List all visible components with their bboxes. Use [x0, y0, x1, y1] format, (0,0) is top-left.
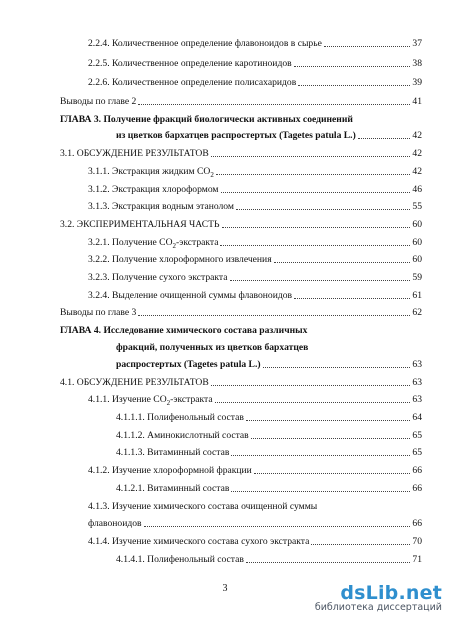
leader-dots [311, 544, 410, 545]
leader-dots [324, 46, 411, 47]
toc-entry[interactable] [116, 447, 422, 459]
leader-dots [246, 562, 411, 563]
toc-entry-text: 4.1.1.3. Витаминный состав [116, 447, 230, 458]
toc-entry-page: 66 [412, 483, 422, 494]
leader-dots [251, 438, 411, 439]
toc-entry-text: 4.1.1.2. Аминокислотный состав [116, 430, 249, 441]
toc-entry-text: 3.1.2. Экстракция хлороформом [88, 184, 219, 195]
toc-entry[interactable] [60, 148, 422, 160]
toc-entry-page: 65 [412, 447, 422, 458]
toc-entry[interactable] [116, 130, 422, 142]
watermark-tagline: библиотека диссертаций [314, 602, 442, 613]
toc-entry-page: 63 [412, 359, 422, 370]
toc-entry-page: 71 [412, 554, 422, 565]
leader-dots [274, 262, 411, 263]
toc-entry-text: 3.1.1. Экстракция жидким $CO_2$ [88, 166, 214, 179]
toc-entry-page: 65 [412, 430, 422, 441]
chapter-heading: фракций, полученных из цветков бархатцев [116, 342, 309, 353]
toc-entry[interactable] [88, 201, 422, 213]
toc-entry-text: из цветков бархатцев распростертых (Tagetes patula L.) [116, 130, 356, 141]
toc-entry-page: 60 [412, 254, 422, 265]
toc-entry[interactable] [88, 237, 422, 249]
toc-entry-page: 42 [412, 130, 422, 141]
toc-entry-page: 39 [412, 77, 422, 88]
leader-dots [246, 420, 411, 421]
toc-entry-page: 66 [412, 518, 422, 529]
watermark-logo: dsLib.net [340, 582, 442, 604]
chapter-heading: ГЛАВА 4. Исследование химического состава различных [60, 325, 308, 336]
toc-entry-text: 3.1. ОБСУЖДЕНИЕ РЕЗУЛЬТАТОВ [60, 148, 209, 159]
leader-dots [298, 85, 410, 86]
toc-entry-page: 62 [412, 307, 422, 318]
leader-dots [215, 402, 411, 403]
toc-entry-page: 59 [412, 272, 422, 283]
leader-dots [263, 367, 411, 368]
toc-entry-text: 4.1.4.1. Полифенольный состав [116, 554, 244, 565]
leader-dots [294, 66, 411, 67]
toc-entry-text: 4.1.4. Изучение химического состава сухого экстракта [88, 536, 310, 547]
watermark[interactable] [315, 582, 442, 613]
toc-entry-page: 55 [412, 201, 422, 212]
leader-dots [222, 227, 411, 228]
toc-entry[interactable] [88, 38, 422, 50]
toc-entry[interactable] [88, 58, 422, 70]
toc-entry[interactable] [60, 307, 422, 319]
toc-entry-page: 63 [412, 377, 422, 388]
leader-dots [211, 385, 411, 386]
toc-entry-page: 66 [412, 465, 422, 476]
leader-dots [358, 138, 411, 139]
toc-entry[interactable] [116, 554, 422, 566]
toc-entry[interactable] [60, 219, 422, 231]
toc-entry-text: 2.2.5. Количественное определение каротиноидов [88, 58, 292, 69]
toc-entry-text: 4.1.1.1. Полифенольный состав [116, 412, 244, 423]
toc-entry[interactable] [88, 77, 422, 89]
toc-entry-page: 63 [412, 394, 422, 405]
toc-entry-text: 4.1. ОБСУЖДЕНИЕ РЕЗУЛЬТАТОВ [60, 377, 209, 388]
leader-dots [254, 473, 411, 474]
toc-entry-text: 4.1.2. Изучение хлороформной фракции [88, 465, 252, 476]
toc-entry-page: 38 [412, 58, 422, 69]
toc-entry-page: 42 [412, 148, 422, 159]
toc-entry-text: Выводы по главе 3 [60, 307, 137, 318]
toc-entry[interactable] [88, 254, 422, 266]
toc-entry-page: 70 [412, 536, 422, 547]
toc-entry-text: 2.2.4. Количественное определение флавоноидов в сырье [88, 38, 322, 49]
page-number: 3 [222, 583, 228, 594]
toc-entry-page: 60 [412, 219, 422, 230]
toc-entry-text: 3.2.3. Получение сухого экстракта [88, 272, 228, 283]
toc-entry-text: 4.1.3. Изучение химического состава очищенной суммы [88, 501, 318, 512]
toc-entry-page: 61 [412, 290, 422, 301]
leader-dots [221, 192, 411, 193]
toc-entry[interactable] [116, 412, 422, 424]
leader-dots [138, 104, 410, 105]
toc-entry-page: 46 [412, 184, 422, 195]
toc-entry-text: распростертых (Tagetes patula L.) [116, 359, 261, 370]
toc-entry-page: 41 [412, 96, 422, 107]
toc-entry-page: 37 [412, 38, 422, 49]
leader-dots [294, 298, 410, 299]
toc-entry-page: 64 [412, 412, 422, 423]
toc-entry[interactable] [88, 184, 422, 196]
leader-dots [230, 280, 411, 281]
leader-dots [231, 455, 410, 456]
toc-entry[interactable] [88, 272, 422, 284]
leader-dots [236, 209, 410, 210]
toc-entry-text: 4.1.1. Изучение $CO_2$-экстракта [88, 394, 213, 407]
leader-dots [138, 315, 410, 316]
leader-dots [216, 174, 411, 175]
toc-entry[interactable] [88, 394, 422, 406]
chapter-heading: ГЛАВА 3. Получение фракций биологически активных соединений [60, 114, 353, 125]
toc-entry-text: Выводы по главе 2 [60, 96, 137, 107]
toc-entry[interactable] [116, 359, 422, 371]
leader-dots [220, 245, 410, 246]
leader-dots [144, 526, 411, 527]
toc-entry[interactable] [88, 536, 422, 548]
toc-entry[interactable] [88, 290, 422, 302]
toc-entry-text: 2.2.6. Количественное определение полисахаридов [88, 77, 297, 88]
toc-entry[interactable] [116, 483, 422, 495]
leader-dots [231, 491, 410, 492]
toc-entry-text: 3.2.1. Получение $CO_2$-экстракта [88, 237, 219, 250]
toc-entry-text: 3.1.3. Экстракция водным этанолом [88, 201, 234, 212]
toc-entry-text: 4.1.2.1. Витаминный состав [116, 483, 230, 494]
toc-entry-page: 60 [412, 237, 422, 248]
toc-entry[interactable] [116, 430, 422, 442]
toc-entry-text: 3.2.2. Получение хлороформного извлечения [88, 254, 272, 265]
toc-entry-text: 3.2.4. Выделение очищенной суммы флавоноидов [88, 290, 293, 301]
toc-entry-text: 3.2. ЭКСПЕРИМЕНТАЛЬНАЯ ЧАСТЬ [60, 219, 220, 230]
leader-dots [211, 156, 411, 157]
toc-entry[interactable] [60, 377, 422, 389]
toc-entry[interactable] [88, 518, 422, 530]
toc-entry-page: 42 [412, 166, 422, 177]
toc-entry[interactable] [88, 465, 422, 477]
toc-entry[interactable] [60, 96, 422, 108]
toc-entry-text: флавоноидов [88, 518, 142, 529]
toc-entry[interactable] [88, 166, 422, 178]
